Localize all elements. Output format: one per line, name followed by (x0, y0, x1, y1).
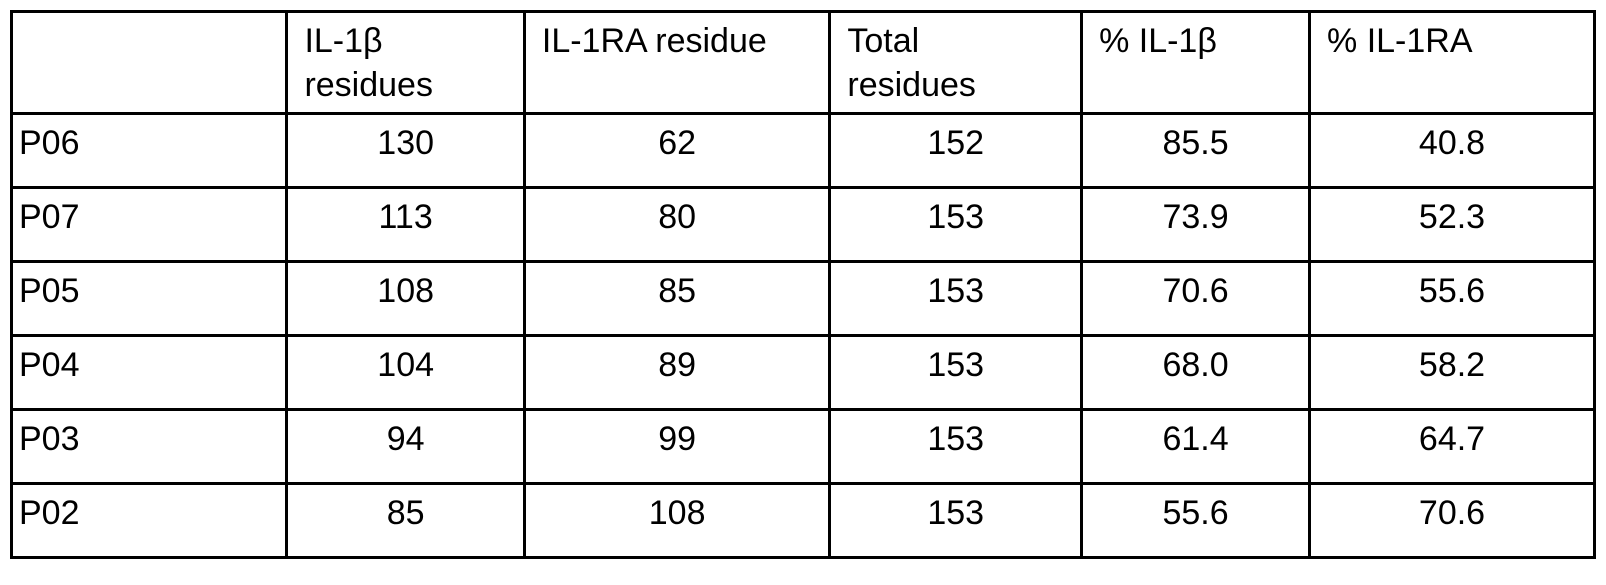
cell-il1b-residues: 104 (287, 336, 524, 410)
cell-pct-il1b: 70.6 (1082, 262, 1310, 336)
cell-il1ra-residues: 80 (524, 188, 830, 262)
cell-total-residues: 153 (830, 262, 1082, 336)
header-cell-empty (12, 12, 287, 114)
row-label: P02 (12, 484, 287, 558)
table-row-p04 (12, 336, 1595, 410)
cell-pct-il1b: 68.0 (1082, 336, 1310, 410)
cell-pct-il1ra: 40.8 (1310, 114, 1595, 188)
header-label: % IL-1β (1099, 22, 1217, 60)
header-cell-total-residues (830, 12, 1082, 114)
cell-pct-il1b: 61.4 (1082, 410, 1310, 484)
cell-il1ra-residues: 99 (524, 410, 830, 484)
table-row-p05 (12, 262, 1595, 336)
row-label: P03 (12, 410, 287, 484)
cell-il1b-residues: 130 (287, 114, 524, 188)
cell-pct-il1b: 73.9 (1082, 188, 1310, 262)
cell-pct-il1b: 85.5 (1082, 114, 1310, 188)
cell-pct-il1b: 55.6 (1082, 484, 1310, 558)
cell-il1b-residues: 108 (287, 262, 524, 336)
header-cell-il1b-residues (287, 12, 524, 114)
cell-total-residues: 153 (830, 484, 1082, 558)
cell-il1b-residues: 85 (287, 484, 524, 558)
row-label: P07 (12, 188, 287, 262)
cell-pct-il1ra: 70.6 (1310, 484, 1595, 558)
cell-pct-il1ra: 55.6 (1310, 262, 1595, 336)
cell-pct-il1ra: 64.7 (1310, 410, 1595, 484)
header-label: Total residues (847, 22, 976, 104)
cell-il1ra-residues: 89 (524, 336, 830, 410)
cell-total-residues: 153 (830, 336, 1082, 410)
table-header-row (12, 12, 1595, 114)
row-label: P05 (12, 262, 287, 336)
residue-comparison-table (10, 10, 1596, 559)
table-row-p07 (12, 188, 1595, 262)
table-row-p02 (12, 484, 1595, 558)
header-cell-il1ra-residue (524, 12, 830, 114)
cell-pct-il1ra: 58.2 (1310, 336, 1595, 410)
header-label: IL-1β residues (304, 22, 433, 104)
cell-total-residues: 153 (830, 410, 1082, 484)
cell-total-residues: 152 (830, 114, 1082, 188)
table-row-p06 (12, 114, 1595, 188)
table-row-p03 (12, 410, 1595, 484)
header-cell-pct-il1ra (1310, 12, 1595, 114)
cell-il1b-residues: 113 (287, 188, 524, 262)
cell-il1b-residues: 94 (287, 410, 524, 484)
header-label: IL-1RA residue (541, 22, 767, 60)
cell-il1ra-residues: 85 (524, 262, 830, 336)
cell-pct-il1ra: 52.3 (1310, 188, 1595, 262)
cell-total-residues: 153 (830, 188, 1082, 262)
cell-il1ra-residues: 108 (524, 484, 830, 558)
header-cell-pct-il1b (1082, 12, 1310, 114)
header-label: % IL-1RA (1327, 22, 1473, 60)
cell-il1ra-residues: 62 (524, 114, 830, 188)
row-label: P06 (12, 114, 287, 188)
row-label: P04 (12, 336, 287, 410)
